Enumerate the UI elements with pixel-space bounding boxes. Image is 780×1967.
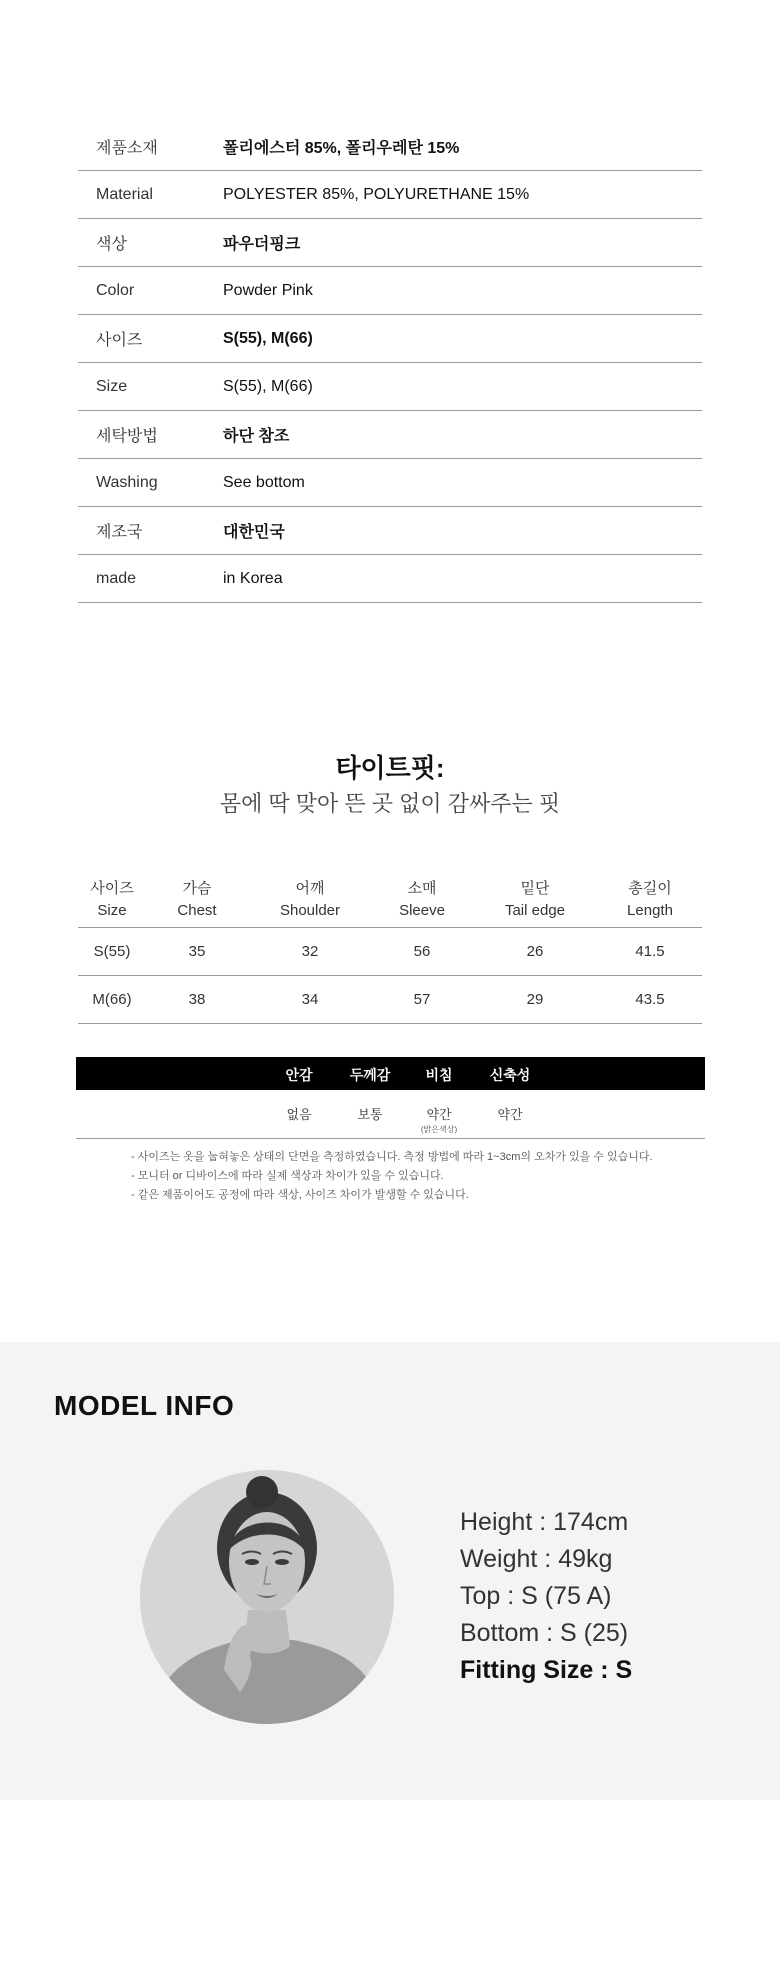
info-value: 파우더핑크 xyxy=(223,236,301,253)
sleeve-cell: 57 xyxy=(413,991,431,1008)
note-line: - 같은 제품이어도 공정에 따라 색상, 사이즈 차이가 발생할 수 있습니다. xyxy=(131,1189,469,1201)
shoulder-cell: 32 xyxy=(301,943,319,960)
info-value: 폴리에스터 85%, 폴리우레탄 15% xyxy=(223,140,460,157)
info-label: 제조국 xyxy=(96,524,143,541)
info-value: S(55), M(66) xyxy=(223,377,313,395)
size-table xyxy=(78,874,702,1024)
model-height: Height : 174cm xyxy=(460,1508,629,1536)
info-value: See bottom xyxy=(223,473,305,491)
model-photo xyxy=(140,1470,394,1724)
table-row xyxy=(78,928,702,976)
tail-edge-cell: 26 xyxy=(526,943,544,960)
length-cell: 43.5 xyxy=(635,991,665,1008)
info-row xyxy=(78,507,702,555)
header-kr: 어깨 xyxy=(295,880,325,897)
info-label: 세탁방법 xyxy=(96,428,158,445)
header-cell xyxy=(472,874,598,927)
property-sheerness-label: 비침 xyxy=(425,1067,453,1083)
info-row xyxy=(78,459,702,507)
property-thickness-label: 두께감 xyxy=(349,1067,391,1083)
fit-title: 타이트핏: xyxy=(335,753,445,783)
property-sheerness-text: 약간 xyxy=(426,1107,452,1122)
header-cell xyxy=(598,874,702,927)
fabric-property-header xyxy=(76,1057,705,1090)
chest-cell: 38 xyxy=(188,991,206,1008)
header-en: Tail edge xyxy=(504,902,566,919)
tail-edge-cell: 29 xyxy=(526,991,544,1008)
header-cell xyxy=(78,874,146,927)
model-info-title: MODEL INFO xyxy=(54,1390,235,1421)
header-kr: 소매 xyxy=(407,880,437,897)
header-kr: 밑단 xyxy=(520,880,550,897)
sleeve-cell: 56 xyxy=(413,943,431,960)
product-info-table xyxy=(78,123,702,603)
header-kr: 총길이 xyxy=(628,880,672,897)
header-en: Sleeve xyxy=(399,902,445,919)
info-row xyxy=(78,411,702,459)
info-value: 대한민국 xyxy=(223,524,285,541)
info-row xyxy=(78,555,702,603)
chest-cell: 35 xyxy=(188,943,206,960)
header-en: Shoulder xyxy=(279,902,341,919)
model-weight: Weight : 49kg xyxy=(460,1545,613,1573)
info-label: 제품소재 xyxy=(96,140,158,157)
info-value: POLYESTER 85%, POLYURETHANE 15% xyxy=(223,185,530,203)
info-value: in Korea xyxy=(223,569,283,587)
header-en: Size xyxy=(97,902,127,919)
info-label: Size xyxy=(96,377,128,395)
header-kr: 가슴 xyxy=(182,880,212,897)
info-label: Color xyxy=(96,281,135,299)
size-cell: M(66) xyxy=(92,991,132,1008)
table-row xyxy=(78,976,702,1024)
property-stretch-value: 약간 xyxy=(497,1107,523,1122)
property-stretch-label: 신축성 xyxy=(489,1067,531,1083)
shoulder-cell: 34 xyxy=(301,991,319,1008)
header-cell xyxy=(372,874,472,927)
model-info-section xyxy=(0,1342,780,1800)
property-lining-value: 없음 xyxy=(286,1107,312,1122)
model-top-size: Top : S (75 A) xyxy=(460,1582,612,1610)
property-sheerness-note: (밝은색상) xyxy=(420,1125,458,1134)
length-cell: 41.5 xyxy=(635,943,665,960)
info-row xyxy=(78,363,702,411)
header-cell xyxy=(248,874,372,927)
size-cell: S(55) xyxy=(93,943,131,960)
info-row xyxy=(78,123,702,171)
info-label: 사이즈 xyxy=(96,332,143,349)
property-sheerness-value xyxy=(399,1104,479,1135)
size-table-header xyxy=(78,874,702,928)
model-specs xyxy=(460,1504,632,1689)
model-bottom-size: Bottom : S (25) xyxy=(460,1619,629,1647)
header-en: Length xyxy=(627,902,673,919)
model-portrait-image xyxy=(140,1470,394,1724)
header-en: Chest xyxy=(177,902,217,919)
info-row xyxy=(78,315,702,363)
header-kr: 사이즈 xyxy=(90,880,134,897)
info-row xyxy=(78,267,702,315)
info-value: S(55), M(66) xyxy=(223,329,313,347)
info-value: 하단 참조 xyxy=(223,428,290,445)
info-label: Material xyxy=(96,185,153,203)
header-cell xyxy=(146,874,248,927)
info-value: Powder Pink xyxy=(223,281,313,299)
info-label: 색상 xyxy=(96,236,127,253)
info-label: made xyxy=(96,569,137,587)
size-notes xyxy=(131,1148,653,1205)
property-lining-label: 안감 xyxy=(285,1067,313,1083)
fabric-property-values xyxy=(76,1104,705,1139)
property-thickness-value: 보통 xyxy=(357,1107,383,1122)
info-row xyxy=(78,219,702,267)
info-row xyxy=(78,171,702,219)
note-line: - 사이즈는 옷을 눕혀놓은 상태의 단면을 측정하였습니다. 측정 방법에 따라 1~3cm의 오차가 있을 수 있습니다. xyxy=(131,1151,653,1163)
model-fitting-size: Fitting Size : S xyxy=(460,1656,633,1684)
fit-subtitle: 몸에 딱 맞아 뜬 곳 없이 감싸주는 핏 xyxy=(219,791,561,816)
info-label: Washing xyxy=(96,473,158,491)
note-line: - 모니터 or 디바이스에 따라 실제 색상과 차이가 있을 수 있습니다. xyxy=(131,1170,444,1182)
